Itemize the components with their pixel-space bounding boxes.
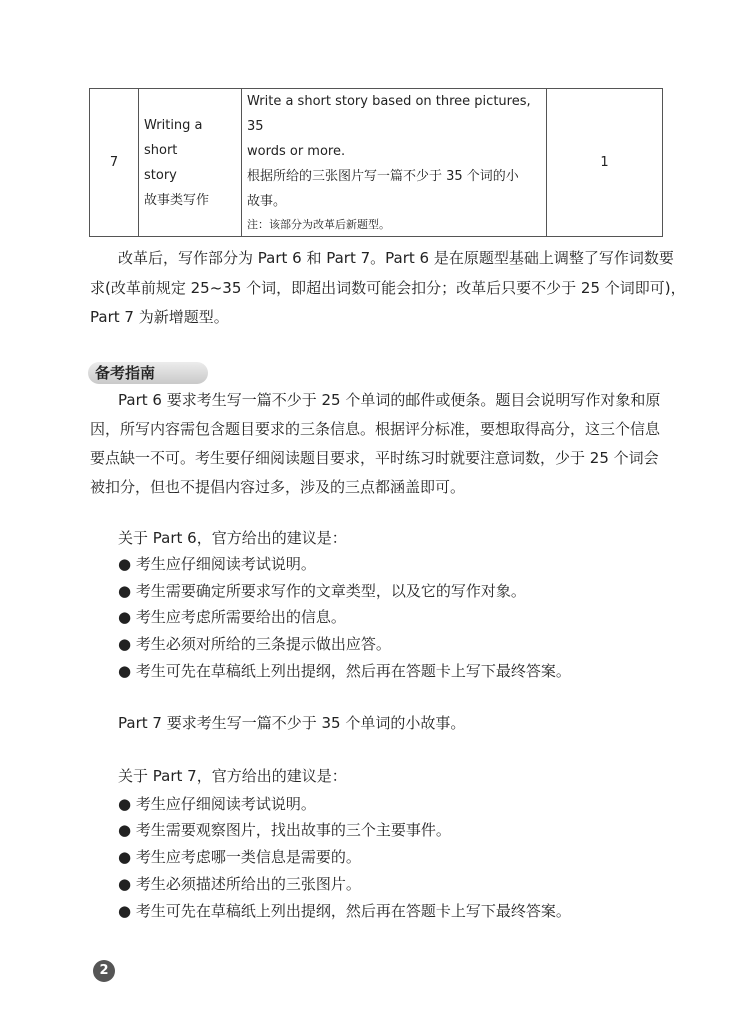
task-description xyxy=(242,89,547,237)
bullet: ● 考生应考虑所需要给出的信息。 xyxy=(118,608,346,626)
bullet: ● 考生可先在草稿纸上列出提纲，然后再在答题卡上写下最终答案。 xyxy=(118,662,571,680)
page-number: 2 xyxy=(93,960,115,982)
para-line: 改革后，写作部分为 Part 6 和 Part 7。Part 6 是在原题型基础上调整了写作词数要 xyxy=(118,249,674,267)
bullet: ● 考生必须对所给的三条提示做出应答。 xyxy=(118,635,391,653)
part7-line: Part 7 要求考生写一篇不少于 35 个单词的小故事。 xyxy=(118,714,466,732)
part7-intro: 关于 Part 7，官方给出的建议是： xyxy=(118,767,347,785)
note: 注：该部分为改革后新题型。 xyxy=(247,218,390,231)
question-count: 1 xyxy=(547,89,663,237)
desc-line: 根据所给的三张图片写一篇不少于 35 个词的小 xyxy=(247,169,519,184)
bullet: ● 考生应仔细阅读考试说明。 xyxy=(118,795,316,813)
bullet: ● 考生必须描述所给出的三张图片。 xyxy=(118,875,361,893)
para-line: 被扣分，但也不提倡内容过多，涉及的三点都涵盖即可。 xyxy=(90,478,466,496)
para-line: 要点缺一不可。考生要仔细阅读题目要求，平时练习时就要注意词数，少于 25 个词会 xyxy=(90,449,659,467)
task-line: story xyxy=(144,167,177,183)
bullet: ● 考生可先在草稿纸上列出提纲，然后再在答题卡上写下最终答案。 xyxy=(118,902,571,920)
para-line: 因，所写内容需包含题目要求的三条信息。根据评分标准，要想取得高分，这三个信息 xyxy=(90,420,661,438)
para-line: Part 6 要求考生写一篇不少于 25 个单词的邮件或便条。题目会说明写作对象和原 xyxy=(118,391,661,409)
bullet: ● 考生需要确定所要求写作的文章类型，以及它的写作对象。 xyxy=(118,582,526,600)
table-row xyxy=(90,89,663,237)
exam-parts-table xyxy=(89,88,663,237)
task-name xyxy=(139,89,242,237)
bullet: ● 考生应考虑哪一类信息是需要的。 xyxy=(118,848,361,866)
part6-intro: 关于 Part 6，官方给出的建议是： xyxy=(118,529,347,547)
para-line: Part 7 为新增题型。 xyxy=(90,308,229,326)
task-line: 故事类写作 xyxy=(144,192,210,208)
part-number: 7 xyxy=(90,89,139,237)
task-line: Writing a short xyxy=(144,117,203,158)
para-line: 求(改革前规定 25~35 个词，即超出词数可能会扣分；改革后只要不少于 25 个词即可)， xyxy=(90,279,686,297)
desc-line: Write a short story based on three pictures, 35 xyxy=(247,94,531,134)
section-heading: 备考指南 xyxy=(88,362,208,384)
desc-line: words or more. xyxy=(247,144,346,159)
bullet: ● 考生应仔细阅读考试说明。 xyxy=(118,555,316,573)
desc-line: 故事。 xyxy=(247,194,287,209)
bullet: ● 考生需要观察图片，找出故事的三个主要事件。 xyxy=(118,821,451,839)
